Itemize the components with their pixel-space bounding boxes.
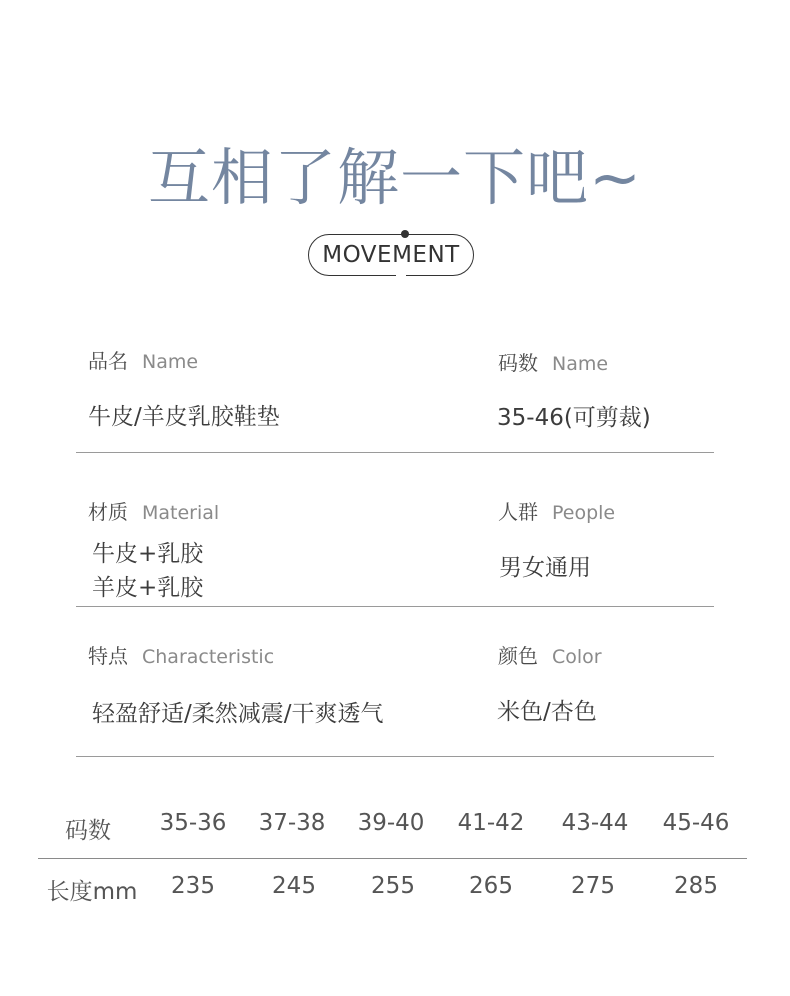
table-cell: 35-36 — [159, 810, 227, 836]
label-cn: 品名 — [88, 349, 128, 373]
label-en: Characteristic — [142, 646, 275, 668]
label-cn: 人群 — [498, 500, 538, 524]
label-cn: 颜色 — [498, 644, 538, 668]
table-header-length: 长度mm — [46, 879, 138, 905]
table-cell: 285 — [674, 873, 718, 899]
badge-dot — [401, 230, 409, 238]
label-material — [88, 496, 219, 525]
table-cell: 255 — [371, 873, 415, 899]
value-material-line-1: 牛皮+乳胶 — [92, 541, 204, 567]
label-size-range — [498, 347, 608, 376]
value-characteristic: 轻盈舒适/柔然减震/干爽透气 — [92, 701, 384, 727]
label-en: People — [552, 502, 616, 524]
divider — [76, 606, 714, 607]
value-size-range: 35-46(可剪裁) — [497, 405, 651, 431]
value-color: 米色/杏色 — [497, 699, 597, 725]
table-cell: 275 — [571, 873, 615, 899]
label-color — [498, 640, 602, 669]
label-en: Name — [552, 353, 609, 375]
value-material-line-2: 羊皮+乳胶 — [92, 575, 204, 601]
value-people: 男女通用 — [499, 555, 591, 581]
label-en: Material — [142, 502, 220, 524]
label-characteristic — [88, 640, 274, 669]
table-cell: 235 — [171, 873, 215, 899]
table-cell: 245 — [272, 873, 316, 899]
value-product-name: 牛皮/羊皮乳胶鞋垫 — [88, 404, 280, 430]
label-cn: 特点 — [88, 644, 128, 668]
table-header-size: 码数 — [65, 818, 111, 844]
badge-gap — [396, 270, 406, 278]
table-cell: 45-46 — [662, 810, 730, 836]
label-en: Color — [552, 646, 602, 668]
table-cell: 37-38 — [258, 810, 326, 836]
table-cell: 265 — [469, 873, 513, 899]
label-en: Name — [142, 351, 199, 373]
label-cn: 码数 — [498, 351, 538, 375]
label-cn: 材质 — [88, 500, 128, 524]
label-product-name — [88, 345, 198, 374]
table-cell: 43-44 — [561, 810, 629, 836]
headline: 互相了解一下吧~ — [148, 141, 642, 214]
table-cell: 39-40 — [357, 810, 425, 836]
table-divider — [38, 858, 747, 859]
table-cell: 41-42 — [457, 810, 525, 836]
divider — [76, 756, 714, 757]
divider — [76, 452, 714, 453]
movement-badge: MOVEMENT — [308, 234, 474, 276]
label-people — [498, 496, 615, 525]
